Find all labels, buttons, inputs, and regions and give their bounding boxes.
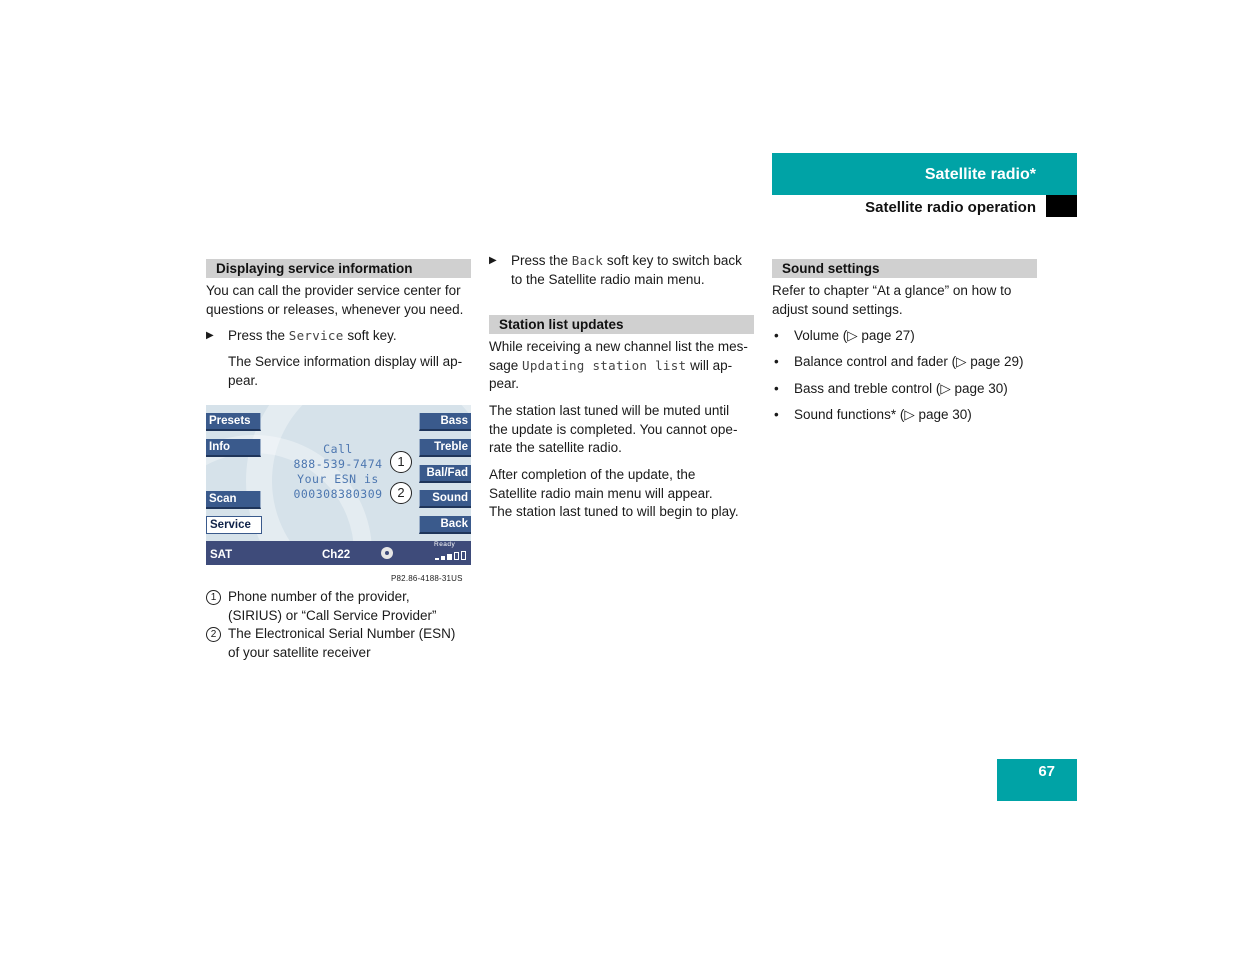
signal-bar <box>461 551 466 560</box>
text-line: Satellite radio main menu will appear. <box>489 485 713 501</box>
bullet-volume <box>772 327 1042 346</box>
bullet-icon: • <box>774 354 779 369</box>
channel-label: Ch22 <box>322 549 351 561</box>
bullet-icon: • <box>774 381 779 396</box>
text-line: Refer to chapter “At a glance” on how to <box>772 283 1012 298</box>
step-text: Press the <box>228 328 289 343</box>
text-line: After completion of the update, the <box>489 467 696 482</box>
softkey-bal-fad[interactable]: Bal/Fad <box>419 465 471 483</box>
softkey-info[interactable]: Info <box>206 439 261 457</box>
softkey-treble[interactable]: Treble <box>419 439 471 457</box>
service-info-display <box>206 405 471 565</box>
softkey-sound[interactable]: Sound <box>419 490 471 508</box>
esn-number: 000308380309 <box>293 487 383 501</box>
provider-phone-number: 888-539-7474 <box>293 457 383 471</box>
signal-bar <box>454 552 459 560</box>
service-message <box>278 442 398 502</box>
chapter-title: Satellite radio* <box>924 166 1036 183</box>
text-line: adjust sound settings. <box>772 301 903 317</box>
text-line: Phone number of the provider, <box>228 589 410 604</box>
updates-paragraph-2 <box>489 402 759 458</box>
heading-service-info: Displaying service information <box>206 259 471 278</box>
ready-label: Ready <box>434 541 456 548</box>
step-text: soft key. <box>343 328 397 343</box>
heading-sound-settings: Sound settings <box>772 259 1037 278</box>
figure-reference: P82.86-4188-31US <box>391 574 463 583</box>
heading-station-list-updates: Station list updates <box>489 315 754 334</box>
bullet-sound-functions <box>772 406 1042 425</box>
softkey-presets[interactable]: Presets <box>206 413 261 431</box>
text-line: The Service information display will ap- <box>228 354 463 369</box>
note-number: 2 <box>206 627 221 642</box>
text-line: of your satellite receiver <box>228 644 371 660</box>
bullet-balance <box>772 353 1042 372</box>
softkey-name: Service <box>288 328 344 343</box>
text-fragment: will ap- <box>686 357 733 373</box>
text-line: questions or releases, whenever you need. <box>206 301 464 317</box>
text-line: (SIRIUS) or “Call Service Provider” <box>228 607 437 623</box>
softkey-scan[interactable]: Scan <box>206 491 261 509</box>
text-line: The Electronical Serial Number (ESN) <box>228 626 456 641</box>
note-number: 1 <box>206 590 221 605</box>
bullet-icon: • <box>774 328 779 343</box>
page-number: 67 <box>1038 763 1055 780</box>
text-line: pear. <box>228 372 259 388</box>
bullet-bass-treble <box>772 380 1042 399</box>
text-line: The station last tuned will be muted until <box>489 403 730 418</box>
section-title: Satellite radio operation <box>865 199 1036 216</box>
text-line: pear. <box>489 376 520 391</box>
text-line: rate the satellite radio. <box>489 440 622 455</box>
step-text: soft key to switch back <box>603 253 742 268</box>
page-reference-link[interactable]: Volume (▷ page 27) <box>794 328 915 343</box>
call-label: Call <box>323 442 353 456</box>
status-bar <box>206 541 471 565</box>
softkey-name: Back <box>571 253 604 268</box>
disc-center <box>385 551 389 555</box>
note-2 <box>206 625 471 662</box>
text-line: You can call the provider service center for <box>206 283 461 298</box>
note-1 <box>206 588 471 625</box>
step-result <box>228 353 478 390</box>
step-arrow-icon: ▶ <box>206 330 214 341</box>
step-text: Press the <box>511 253 572 268</box>
step-arrow-icon: ▶ <box>489 255 497 266</box>
updates-paragraph-3 <box>489 466 764 522</box>
text-fragment: sage <box>489 357 523 373</box>
bullet-icon: • <box>774 407 779 422</box>
page-reference-link[interactable]: Balance control and fader (▷ page 29) <box>794 354 1024 369</box>
thumb-tab <box>1046 195 1077 217</box>
signal-bar <box>441 556 445 560</box>
page-reference-link[interactable]: Sound functions* (▷ page 30) <box>794 407 972 422</box>
intro-paragraph <box>206 282 476 319</box>
text-line: While receiving a new channel list the mes- <box>489 339 748 354</box>
band-label: SAT <box>210 549 233 561</box>
softkey-bass[interactable]: Bass <box>419 413 471 431</box>
signal-bar <box>447 554 452 560</box>
step-press-service <box>206 327 478 346</box>
softkey-service[interactable]: Service <box>206 516 262 534</box>
softkey-back[interactable]: Back <box>419 516 471 534</box>
callout-1: 1 <box>390 451 412 473</box>
sound-intro <box>772 282 1042 319</box>
text-line: The station last tuned to will begin to play. <box>489 504 739 519</box>
callout-2: 2 <box>390 482 412 504</box>
text-line: the update is completed. You cannot ope- <box>489 421 738 437</box>
signal-bar <box>435 558 439 560</box>
signal-strength-icon <box>435 551 469 561</box>
updates-paragraph-1 <box>489 338 759 394</box>
step-press-back <box>489 252 753 289</box>
page-reference-link[interactable]: Bass and treble control (▷ page 30) <box>794 381 1008 396</box>
esn-label: Your ESN is <box>297 472 379 486</box>
signal-disc-icon <box>381 547 393 559</box>
display-message: Updating station list <box>522 357 687 373</box>
text-line: to the Satellite radio main menu. <box>511 271 705 287</box>
